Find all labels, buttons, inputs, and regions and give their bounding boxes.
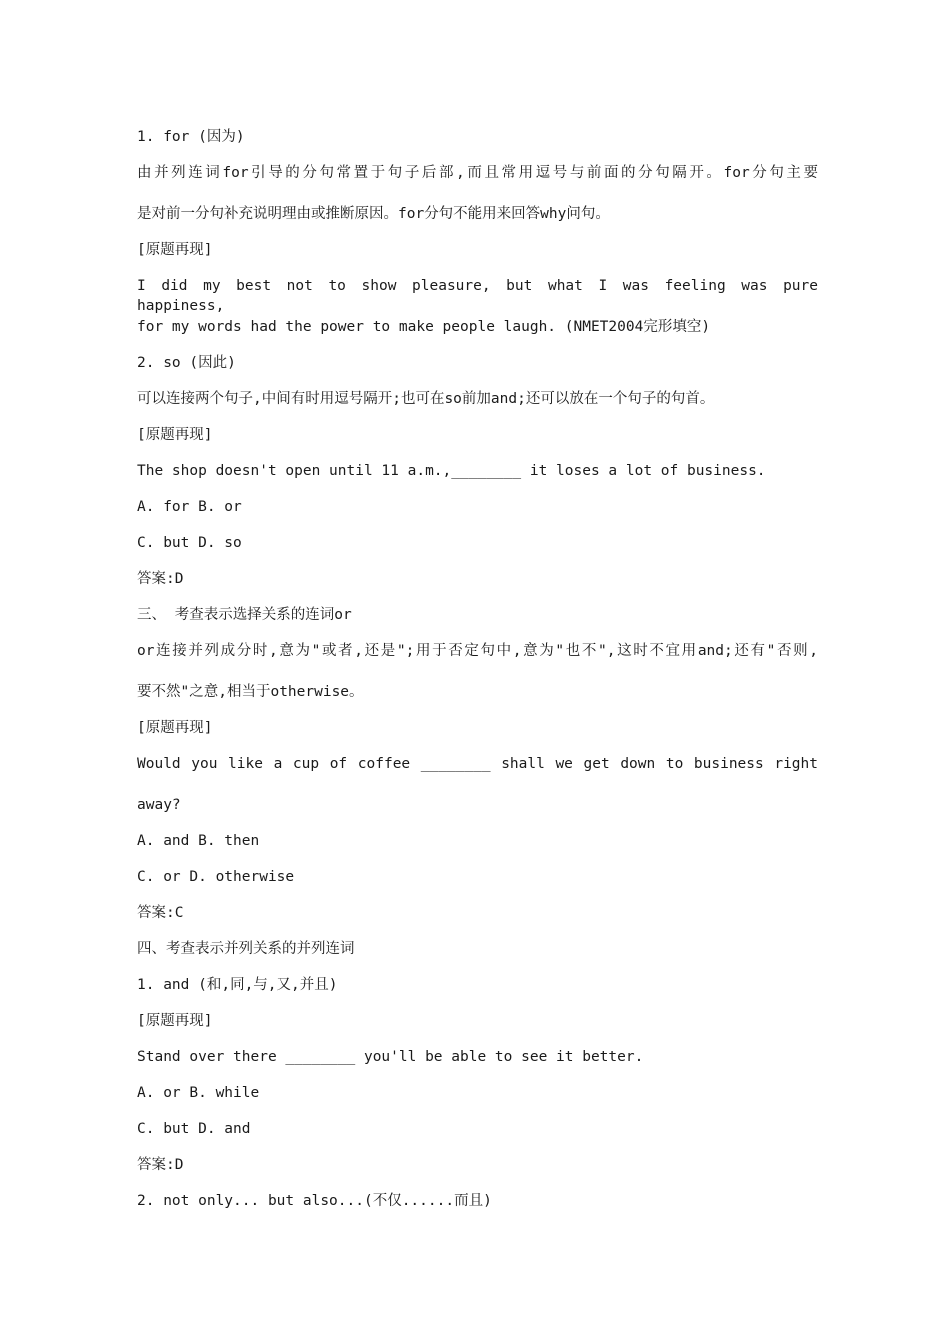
question-sentence: The shop doesn't open until 11 a.m.,________ it loses a lot of business. — [137, 463, 766, 479]
answer-option: A. for B. or — [137, 499, 242, 515]
heading-for: 1. for (因为) — [137, 129, 245, 145]
example-sentence: I did my best not to show pleasure, but what I was feeling was pure happiness, — [137, 278, 818, 314]
answer-key: 答案:D — [137, 571, 184, 587]
section-heading: 三、 考查表示选择关系的连词or — [137, 607, 352, 623]
question-sentence: away? — [137, 797, 181, 813]
paragraph-line: 可以连接两个句子,中间有时用逗号隔开;也可在so前加and;还可以放在一个句子的句首。 — [137, 391, 715, 407]
heading-so: 2. so (因此) — [137, 355, 236, 371]
section-label: [原题再现] — [137, 242, 213, 258]
answer-option: C. but D. and — [137, 1121, 251, 1137]
answer-option: C. but D. so — [137, 535, 242, 551]
section-heading: 四、考查表示并列关系的并列连词 — [137, 941, 355, 957]
answer-option: A. or B. while — [137, 1085, 260, 1101]
example-sentence: for my words had the power to make people laugh. (NMET2004完形填空) — [137, 319, 711, 335]
paragraph-line: 是对前一分句补充说明理由或推断原因。for分句不能用来回答why问句。 — [137, 206, 610, 222]
paragraph-line: 要不然"之意,相当于otherwise。 — [137, 684, 364, 700]
heading-and: 1. and (和,同,与,又,并且) — [137, 977, 338, 993]
question-sentence: Stand over there ________ you'll be able to see it better. — [137, 1049, 644, 1065]
heading-not-only: 2. not only... but also...(不仅......而且) — [137, 1193, 492, 1209]
answer-option: C. or D. otherwise — [137, 869, 295, 885]
answer-key: 答案:D — [137, 1157, 184, 1173]
section-label: [原题再现] — [137, 1013, 213, 1029]
answer-key: 答案:C — [137, 905, 184, 921]
section-label: [原题再现] — [137, 427, 213, 443]
answer-option: A. and B. then — [137, 833, 260, 849]
question-sentence: Would you like a cup of coffee ________ shall we get down to business right — [137, 756, 818, 772]
paragraph-line: 由并列连词for引导的分句常置于句子后部,而且常用逗号与前面的分句隔开。for分句主要 — [137, 165, 818, 181]
section-label: [原题再现] — [137, 720, 213, 736]
paragraph-line: or连接并列成分时,意为"或者,还是";用于否定句中,意为"也不",这时不宜用and;还有"否则, — [137, 643, 818, 659]
